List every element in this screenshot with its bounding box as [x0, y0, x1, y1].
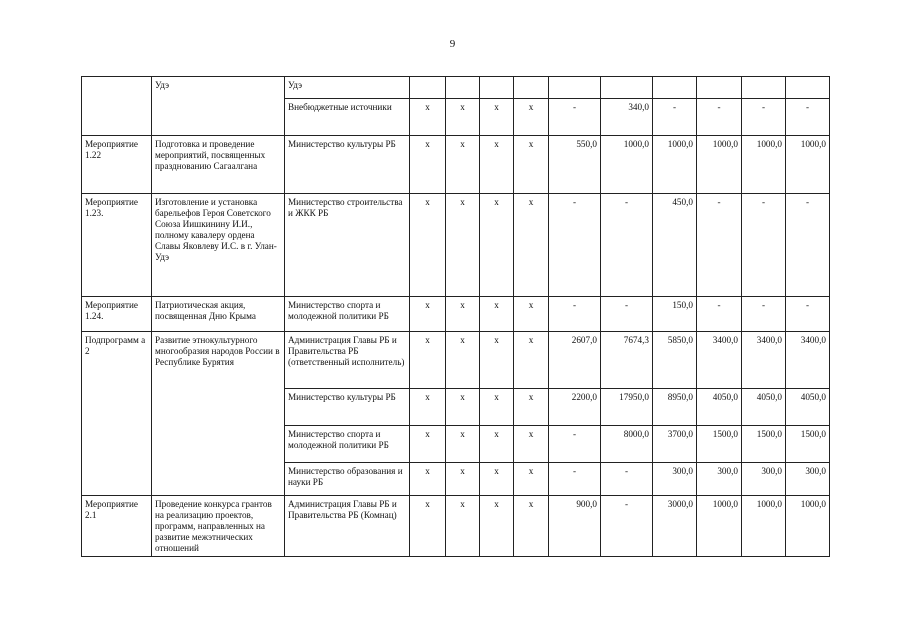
executor-cell: Министерство спорта и молодежной политики РБ	[285, 426, 410, 463]
page-number: 9	[449, 38, 456, 50]
value-cell: 2200,0	[549, 389, 601, 426]
value-cell: x	[480, 332, 514, 389]
row-title-cell: Развитие этнокультурного многообразия народов России в Республике Бурятия	[152, 332, 285, 496]
row-code-cell: Мероприятие 1.24.	[82, 297, 152, 332]
value-cell: 8000,0	[601, 426, 653, 463]
value-cell: x	[480, 426, 514, 463]
table-body	[82, 77, 830, 557]
executor-cell: Министерство строительства и ЖКК РБ	[285, 194, 410, 297]
value-cell: -	[653, 99, 697, 136]
value-cell: x	[514, 496, 549, 557]
value-cell: 1500,0	[742, 426, 786, 463]
budget-table	[81, 76, 830, 557]
table-row	[82, 297, 830, 332]
table-row	[82, 496, 830, 557]
value-cell: 7674,3	[601, 332, 653, 389]
value-cell: x	[446, 389, 480, 426]
row-code-cell: Мероприятие 1.23.	[82, 194, 152, 297]
value-cell: x	[446, 194, 480, 297]
row-code-cell: Мероприятие 2.1	[82, 496, 152, 557]
value-cell: -	[601, 496, 653, 557]
value-cell: 1000,0	[742, 136, 786, 194]
value-cell: 2607,0	[549, 332, 601, 389]
value-cell: 300,0	[742, 463, 786, 496]
value-cell: -	[697, 297, 742, 332]
value-cell: -	[697, 194, 742, 297]
value-cell	[786, 77, 830, 99]
value-cell: -	[549, 463, 601, 496]
value-cell: -	[601, 297, 653, 332]
value-cell: 1500,0	[697, 426, 742, 463]
value-cell: x	[410, 389, 446, 426]
value-cell: 450,0	[653, 194, 697, 297]
row-code-cell	[82, 77, 152, 136]
value-cell: -	[786, 194, 830, 297]
value-cell: x	[410, 297, 446, 332]
value-cell: 1000,0	[653, 136, 697, 194]
value-cell	[480, 77, 514, 99]
value-cell: x	[514, 194, 549, 297]
value-cell: 5850,0	[653, 332, 697, 389]
value-cell: 1000,0	[742, 496, 786, 557]
value-cell: x	[410, 194, 446, 297]
value-cell: -	[601, 194, 653, 297]
value-cell: x	[514, 297, 549, 332]
value-cell: -	[742, 194, 786, 297]
value-cell: x	[446, 297, 480, 332]
value-cell: x	[446, 496, 480, 557]
value-cell: -	[786, 99, 830, 136]
value-cell: x	[410, 332, 446, 389]
table-row	[82, 332, 830, 389]
executor-cell: Внебюджетные источники	[285, 99, 410, 136]
value-cell: 340,0	[601, 99, 653, 136]
value-cell	[697, 77, 742, 99]
value-cell: 1000,0	[697, 496, 742, 557]
table-row	[82, 77, 830, 99]
value-cell: x	[446, 99, 480, 136]
value-cell: 300,0	[653, 463, 697, 496]
value-cell: 1000,0	[786, 496, 830, 557]
value-cell: 150,0	[653, 297, 697, 332]
row-title-cell: Изготовление и установка барельефов Героя Советского Союза Иишкинину И.И., полному кавалеру ордена Славы Яковлеву И.С. в г. Улан-Удэ	[152, 194, 285, 297]
value-cell: -	[549, 426, 601, 463]
executor-cell: Администрация Главы РБ и Правительства РБ (ответственный исполнитель)	[285, 332, 410, 389]
value-cell: x	[446, 332, 480, 389]
executor-cell: Удэ	[285, 77, 410, 99]
value-cell: 300,0	[697, 463, 742, 496]
value-cell: x	[480, 389, 514, 426]
value-cell: 300,0	[786, 463, 830, 496]
value-cell	[653, 77, 697, 99]
value-cell: 3400,0	[786, 332, 830, 389]
row-code-cell: Мероприятие 1.22	[82, 136, 152, 194]
value-cell: x	[410, 99, 446, 136]
value-cell: x	[514, 99, 549, 136]
value-cell	[446, 77, 480, 99]
value-cell: x	[480, 496, 514, 557]
executor-cell: Министерство культуры РБ	[285, 389, 410, 426]
value-cell: x	[514, 136, 549, 194]
value-cell: x	[514, 389, 549, 426]
value-cell: x	[410, 136, 446, 194]
value-cell: -	[742, 297, 786, 332]
value-cell: x	[480, 297, 514, 332]
value-cell: 4050,0	[786, 389, 830, 426]
executor-cell: Министерство образования и науки РБ	[285, 463, 410, 496]
value-cell: 1000,0	[601, 136, 653, 194]
value-cell: x	[446, 463, 480, 496]
value-cell: 3400,0	[742, 332, 786, 389]
value-cell: x	[446, 426, 480, 463]
value-cell: 1000,0	[786, 136, 830, 194]
value-cell: 3400,0	[697, 332, 742, 389]
value-cell: x	[446, 136, 480, 194]
value-cell	[410, 77, 446, 99]
value-cell: 4050,0	[742, 389, 786, 426]
executor-cell: Администрация Главы РБ и Правительства РБ (Комнац)	[285, 496, 410, 557]
value-cell: -	[549, 297, 601, 332]
value-cell: x	[480, 463, 514, 496]
value-cell: 550,0	[549, 136, 601, 194]
row-title-cell: Патриотическая акция, посвященная Дню Крыма	[152, 297, 285, 332]
value-cell: 4050,0	[697, 389, 742, 426]
value-cell	[514, 77, 549, 99]
row-title-cell: Проведение конкурса грантов на реализацию проектов, программ, направленных на развитие межэтнических отношений	[152, 496, 285, 557]
value-cell: x	[480, 136, 514, 194]
value-cell: x	[410, 463, 446, 496]
table-row	[82, 194, 830, 297]
table-row	[82, 136, 830, 194]
value-cell	[601, 77, 653, 99]
row-title-cell: Удэ	[152, 77, 285, 136]
value-cell: -	[601, 463, 653, 496]
value-cell: 3700,0	[653, 426, 697, 463]
value-cell: x	[480, 194, 514, 297]
executor-cell: Министерство спорта и молодежной политики РБ	[285, 297, 410, 332]
value-cell: -	[786, 297, 830, 332]
value-cell: -	[697, 99, 742, 136]
value-cell: x	[410, 426, 446, 463]
value-cell: 17950,0	[601, 389, 653, 426]
value-cell: -	[742, 99, 786, 136]
value-cell: -	[549, 99, 601, 136]
value-cell: 1500,0	[786, 426, 830, 463]
value-cell: 3000,0	[653, 496, 697, 557]
row-title-cell: Подготовка и проведение мероприятий, посвященных празднованию Сагаалгана	[152, 136, 285, 194]
value-cell: -	[549, 194, 601, 297]
value-cell: x	[514, 426, 549, 463]
value-cell	[549, 77, 601, 99]
value-cell: x	[514, 463, 549, 496]
value-cell: 8950,0	[653, 389, 697, 426]
value-cell: 1000,0	[697, 136, 742, 194]
value-cell: x	[514, 332, 549, 389]
executor-cell: Министерство культуры РБ	[285, 136, 410, 194]
value-cell	[742, 77, 786, 99]
value-cell: x	[480, 99, 514, 136]
value-cell: 900,0	[549, 496, 601, 557]
row-code-cell: Подпрограмм а 2	[82, 332, 152, 496]
value-cell: x	[410, 496, 446, 557]
